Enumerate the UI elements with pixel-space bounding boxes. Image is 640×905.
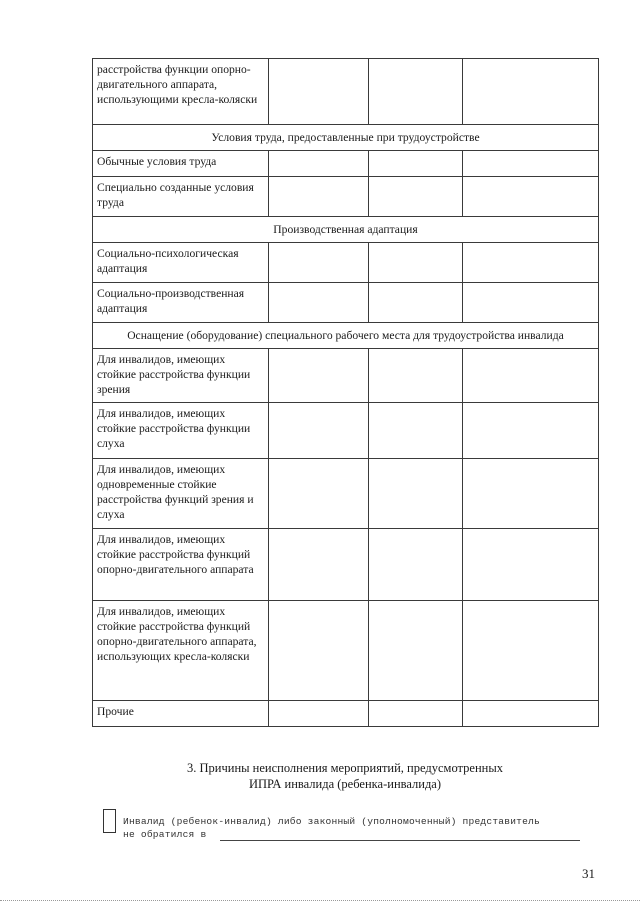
row-label: Обычные условия труда [93, 151, 269, 177]
row-label: Специально созданные условия труда [93, 177, 269, 217]
table-cell[interactable] [369, 459, 463, 529]
table-cell[interactable] [269, 403, 369, 459]
table-row [93, 403, 599, 459]
row-label: Социально-производственная адаптация [93, 283, 269, 323]
table-row [93, 701, 599, 727]
table-cell[interactable] [369, 529, 463, 601]
table-cell[interactable] [463, 601, 599, 701]
ipra-table [92, 58, 599, 727]
table-row [93, 283, 599, 323]
table-cell[interactable] [269, 59, 369, 125]
table-row [93, 601, 599, 701]
table-cell[interactable] [269, 177, 369, 217]
table-row [93, 243, 599, 283]
table-cell[interactable] [463, 529, 599, 601]
row-label: Социально-психологическая адаптация [93, 243, 269, 283]
section-row [93, 217, 599, 243]
table-row [93, 349, 599, 403]
row-label: Для инвалидов, имеющих одновременные стойкие расстройства функций зрения и слуха [93, 459, 269, 529]
checkbox-option-text-cont: не обратился в [123, 829, 207, 840]
table-row [93, 529, 599, 601]
table-cell[interactable] [369, 243, 463, 283]
section-heading: Производственная адаптация [93, 217, 599, 243]
reason-checkbox[interactable] [103, 809, 116, 833]
table-cell[interactable] [369, 701, 463, 727]
table-cell[interactable] [269, 529, 369, 601]
section-row [93, 323, 599, 349]
checkbox-option-text: Инвалид (ребенок-инвалид) либо законный (уполномоченный) представитель [123, 816, 541, 827]
table-cell[interactable] [269, 459, 369, 529]
fill-in-line[interactable] [220, 840, 580, 841]
table-cell[interactable] [463, 151, 599, 177]
section-3-title-line1: 3. Причины неисполнения мероприятий, предусмотренных [187, 761, 503, 775]
table-cell[interactable] [463, 459, 599, 529]
table-cell[interactable] [463, 701, 599, 727]
table-cell[interactable] [269, 151, 369, 177]
table-row [93, 59, 599, 125]
table-cell[interactable] [269, 701, 369, 727]
row-label: Для инвалидов, имеющих стойкие расстройства функции зрения [93, 349, 269, 403]
table-cell[interactable] [463, 403, 599, 459]
row-label: Для инвалидов, имеющих стойкие расстройства функции слуха [93, 403, 269, 459]
table-row [93, 459, 599, 529]
table-cell[interactable] [463, 243, 599, 283]
table-cell[interactable] [369, 403, 463, 459]
table-cell[interactable] [463, 283, 599, 323]
section-3-title-line2: ИПРА инвалида (ребенка-инвалида) [248, 777, 442, 791]
row-label: расстройства функции опорно-двигательного аппарата, использующими кресла-коляски [93, 59, 269, 125]
page-number: 31 [582, 866, 595, 881]
row-label: Для инвалидов, имеющих стойкие расстройства функций опорно-двигательного аппарата, использующих кресла-коляски [93, 601, 269, 701]
page-edge-divider [0, 900, 640, 901]
section-heading: Оснащение (оборудование) специального рабочего места для трудоустройства инвалида [93, 323, 599, 349]
table-cell[interactable] [463, 349, 599, 403]
table-row [93, 177, 599, 217]
row-label: Для инвалидов, имеющих стойкие расстройства функций опорно-двигательного аппарата [93, 529, 269, 601]
row-label: Прочие [93, 701, 269, 727]
table-cell[interactable] [269, 283, 369, 323]
table-cell[interactable] [269, 601, 369, 701]
table-cell[interactable] [369, 59, 463, 125]
table-cell[interactable] [369, 283, 463, 323]
section-row [93, 125, 599, 151]
table-cell[interactable] [269, 243, 369, 283]
section-heading: Условия труда, предоставленные при трудоустройстве [93, 125, 599, 151]
table-cell[interactable] [463, 177, 599, 217]
table-cell[interactable] [369, 177, 463, 217]
table-cell[interactable] [269, 349, 369, 403]
table-cell[interactable] [369, 349, 463, 403]
table-cell[interactable] [463, 59, 599, 125]
table-cell[interactable] [369, 151, 463, 177]
table-cell[interactable] [369, 601, 463, 701]
table-row [93, 151, 599, 177]
section-3-title [120, 760, 570, 792]
